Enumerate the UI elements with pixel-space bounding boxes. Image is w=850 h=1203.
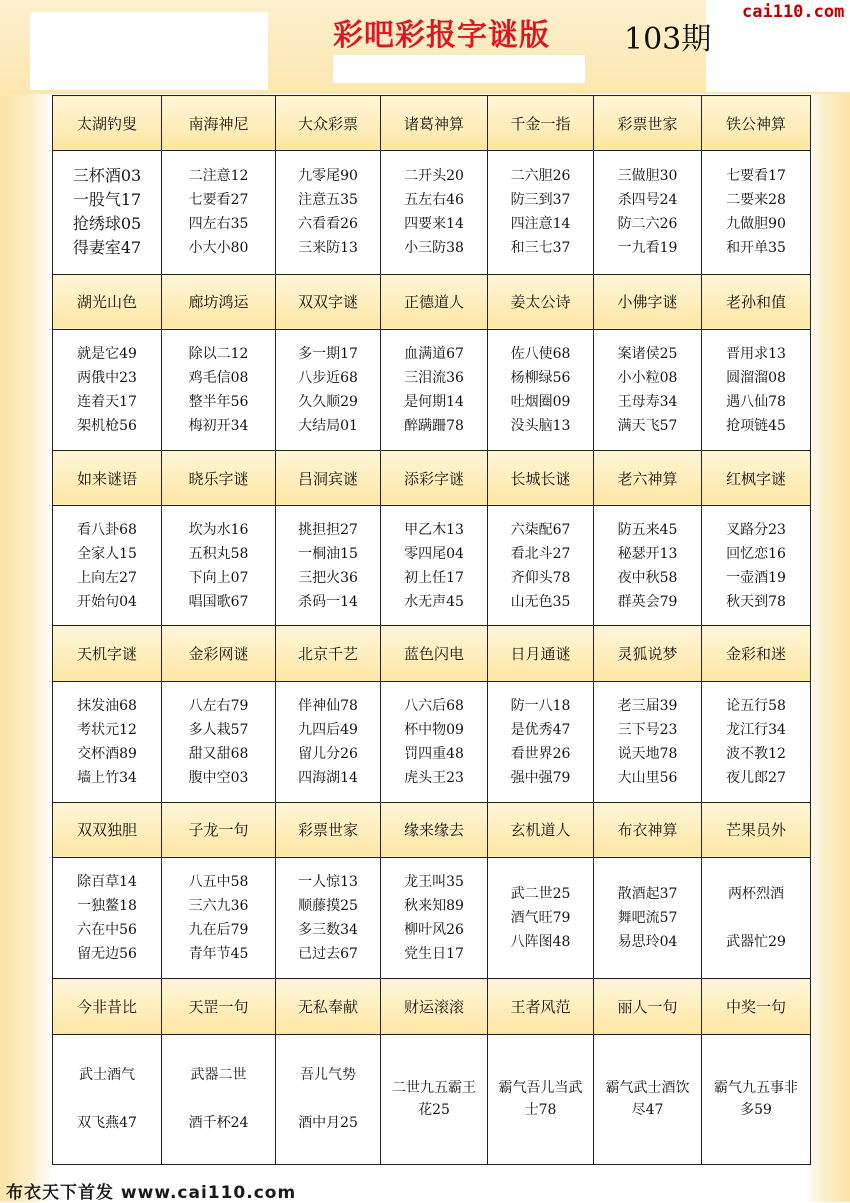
riddle-line: 晋用求13 <box>726 345 786 362</box>
header-row <box>53 274 811 329</box>
riddle-line: 龙江行34 <box>726 721 786 738</box>
riddle-line: 舞吧流57 <box>617 910 678 927</box>
riddle-line: 小小粒08 <box>617 369 678 386</box>
column-author-name: 中奖一句 <box>702 979 811 1034</box>
riddle-cell <box>381 1034 488 1164</box>
riddle-lines <box>381 518 487 614</box>
riddle-cell <box>162 858 276 979</box>
riddle-lines <box>381 1077 487 1121</box>
riddle-lines <box>53 164 161 260</box>
riddle-line: 三来防13 <box>298 240 358 257</box>
column-author-name: 晓乐字谜 <box>162 450 276 505</box>
riddle-cell <box>53 681 162 802</box>
column-author-name: 灵狐说梦 <box>594 626 702 681</box>
riddle-lines <box>276 1063 380 1135</box>
riddle-cell <box>594 151 702 274</box>
riddle-line: 留儿分26 <box>298 745 358 762</box>
riddle-line: 三做胆30 <box>617 168 678 185</box>
riddle-line: 易思玲04 <box>617 934 678 951</box>
riddle-cell <box>594 506 702 626</box>
riddle-line: 案诸侯25 <box>617 345 678 362</box>
riddle-line: 霸气九五事非多59 <box>714 1080 798 1119</box>
riddle-line: 小三防38 <box>404 240 464 257</box>
riddle-cell <box>702 329 811 450</box>
riddle-line: 鸡毛信08 <box>188 369 249 386</box>
riddle-line: 看八卦68 <box>77 521 137 538</box>
riddle-line: 武二世25 <box>510 886 571 903</box>
riddle-line: 秋天到78 <box>726 593 786 610</box>
riddle-line: 八阵图48 <box>510 934 571 951</box>
riddle-line: 武士酒气 <box>79 1067 135 1084</box>
riddle-line: 夜儿郎27 <box>726 769 786 786</box>
column-author-name: 诸葛神算 <box>381 96 488 151</box>
riddle-lines <box>276 518 380 614</box>
riddle-cell <box>53 506 162 626</box>
column-author-name: 布衣神算 <box>594 802 702 857</box>
riddle-line: 水无声45 <box>404 593 464 610</box>
page-edge-right <box>805 0 850 1202</box>
riddle-line: 武器忙29 <box>726 934 786 951</box>
riddle-cell <box>276 151 381 274</box>
riddle-line: 醉蹒跚78 <box>404 417 464 434</box>
riddle-line: 上向左27 <box>77 569 137 586</box>
riddle-line: 波不教12 <box>726 745 786 762</box>
riddle-line: 三下号23 <box>617 721 678 738</box>
riddle-line: 虎头王23 <box>404 769 464 786</box>
column-author-name: 蓝色闪电 <box>381 626 488 681</box>
column-author-name: 如来谜语 <box>53 450 162 505</box>
riddle-line: 两俄中23 <box>77 369 137 386</box>
column-author-name: 老六神算 <box>594 450 702 505</box>
riddle-lines <box>162 518 275 614</box>
riddle-line: 抢项链45 <box>726 417 786 434</box>
riddle-line: 夜中秋58 <box>617 569 678 586</box>
riddle-line: 两杯烈酒 <box>728 886 784 903</box>
riddle-line: 党生日17 <box>404 946 464 963</box>
riddle-lines <box>53 870 161 966</box>
riddle-line: 多人栽57 <box>188 721 249 738</box>
column-author-name: 长城长谜 <box>488 450 594 505</box>
column-author-name: 丽人一句 <box>594 979 702 1034</box>
column-author-name: 王者风范 <box>488 979 594 1034</box>
riddle-line: 酒中月25 <box>298 1115 358 1132</box>
riddle-line: 吾儿气势 <box>300 1067 356 1084</box>
riddle-line: 久久顺29 <box>298 393 358 410</box>
riddle-line: 论五行58 <box>726 697 786 714</box>
riddle-cell <box>594 329 702 450</box>
riddle-line: 四海湖14 <box>298 769 358 786</box>
riddle-lines <box>702 882 810 954</box>
riddle-line: 九在后79 <box>188 922 249 939</box>
riddle-lines <box>594 882 701 954</box>
riddle-cell <box>53 151 162 274</box>
column-author-name: 芒果员外 <box>702 802 811 857</box>
riddle-line: 挑担担27 <box>298 521 358 538</box>
riddle-line: 抹发油68 <box>77 697 137 714</box>
riddle-cell <box>381 681 488 802</box>
riddle-line: 防三到37 <box>510 192 571 209</box>
riddle-line: 大结局01 <box>298 417 358 434</box>
riddle-line: 武器二世 <box>190 1067 247 1084</box>
column-author-name: 今非昔比 <box>53 979 162 1034</box>
column-author-name: 太湖钓叟 <box>53 96 162 151</box>
header-row <box>53 626 811 681</box>
riddle-line: 老三届39 <box>617 697 678 714</box>
riddle-line: 四要来14 <box>404 216 464 233</box>
riddle-line: 山无色35 <box>510 593 571 610</box>
header-row <box>53 96 811 151</box>
riddle-cell <box>162 1034 276 1164</box>
column-author-name: 南海神尼 <box>162 96 276 151</box>
riddle-line: 说天地78 <box>617 745 678 762</box>
riddle-line: 柳叶风26 <box>404 922 464 939</box>
riddle-lines <box>162 870 275 966</box>
riddle-line: 除百草14 <box>77 874 137 891</box>
riddle-cell <box>488 506 594 626</box>
riddle-line: 是何期14 <box>404 393 464 410</box>
riddle-line: 四左右35 <box>188 216 249 233</box>
column-author-name: 大众彩票 <box>276 96 381 151</box>
riddle-cell <box>276 329 381 450</box>
riddle-line: 大山里56 <box>617 769 678 786</box>
riddle-line: 霸气武士酒饮尽47 <box>605 1080 690 1119</box>
riddle-lines <box>162 694 275 790</box>
column-author-name: 天机字谜 <box>53 626 162 681</box>
column-author-name: 吕洞宾谜 <box>276 450 381 505</box>
riddle-line: 八左右79 <box>188 697 249 714</box>
riddle-line: 九零尾90 <box>298 168 358 185</box>
riddle-line: 防五来45 <box>617 521 678 538</box>
content-row <box>53 1034 811 1164</box>
riddle-lines <box>162 342 275 438</box>
footer-credit[interactable]: 布衣天下首发 www.cai110.com <box>6 1183 297 1203</box>
riddle-line: 血满道67 <box>404 345 464 362</box>
riddle-line: 二世九五霸王花25 <box>392 1080 476 1119</box>
riddle-line: 顺藤摸25 <box>298 898 358 915</box>
riddle-cell <box>488 1034 594 1164</box>
riddle-line: 二开头20 <box>404 168 464 185</box>
riddle-lines <box>594 518 701 614</box>
riddle-line: 秋来知89 <box>404 898 464 915</box>
riddle-line: 一桐油15 <box>298 545 358 562</box>
riddle-lines <box>276 694 380 790</box>
riddle-lines <box>594 164 701 260</box>
column-author-name: 红枫字谜 <box>702 450 811 505</box>
riddle-line: 三泪流36 <box>404 369 464 386</box>
riddle-line: 回忆恋16 <box>726 545 786 562</box>
riddle-lines <box>488 1077 593 1121</box>
column-author-name: 天罡一句 <box>162 979 276 1034</box>
riddle-line: 整半年56 <box>188 393 249 410</box>
header-row <box>53 802 811 857</box>
riddle-line: 三杯酒03 <box>72 166 142 186</box>
column-author-name: 小佛字谜 <box>594 274 702 329</box>
riddle-lines <box>53 694 161 790</box>
riddle-line: 罚四重48 <box>404 745 464 762</box>
riddle-line: 梅初开34 <box>188 417 249 434</box>
riddle-line: 双飞燕47 <box>77 1115 137 1132</box>
column-author-name: 缘来缘去 <box>381 802 488 857</box>
riddle-line: 腹中空03 <box>188 769 249 786</box>
content-row <box>53 681 811 802</box>
riddle-line: 交杯酒89 <box>77 745 137 762</box>
riddle-lines <box>488 694 593 790</box>
riddle-lines <box>702 342 810 438</box>
riddle-line: 秘瑟开13 <box>617 545 678 562</box>
page-title: 彩吧彩报字谜版 <box>333 18 550 53</box>
riddle-line: 开始句04 <box>77 593 137 610</box>
riddle-line: 六在中56 <box>77 922 137 939</box>
riddle-line: 没头脑13 <box>510 417 571 434</box>
column-author-name: 姜太公诗 <box>488 274 594 329</box>
riddle-lines <box>381 164 487 260</box>
riddle-line: 得妻室47 <box>72 238 142 258</box>
riddle-lines <box>594 1077 701 1121</box>
riddle-lines <box>381 694 487 790</box>
riddle-lines <box>381 870 487 966</box>
riddle-line: 杨柳绿56 <box>510 369 571 386</box>
riddle-line: 齐仰头78 <box>510 569 571 586</box>
riddle-line: 墙上竹34 <box>77 769 137 786</box>
riddle-line: 满天飞57 <box>617 417 678 434</box>
riddle-line: 散酒起37 <box>617 886 678 903</box>
riddle-line: 伴神仙78 <box>298 697 358 714</box>
riddle-cell <box>276 1034 381 1164</box>
column-author-name: 湖光山色 <box>53 274 162 329</box>
riddle-line: 连着天17 <box>77 393 137 410</box>
riddle-cell <box>276 681 381 802</box>
column-author-name: 双双字谜 <box>276 274 381 329</box>
riddle-lines <box>488 518 593 614</box>
riddle-cell <box>702 506 811 626</box>
riddle-cell <box>162 329 276 450</box>
column-author-name: 彩票世家 <box>276 802 381 857</box>
riddle-cell <box>488 858 594 979</box>
riddle-line: 一独鳌18 <box>77 898 137 915</box>
riddle-line: 一壶酒19 <box>726 569 786 586</box>
riddle-line: 注意五35 <box>298 192 358 209</box>
riddle-line: 六柒配67 <box>510 521 571 538</box>
column-author-name: 千金一指 <box>488 96 594 151</box>
riddle-line: 下向上07 <box>188 569 249 586</box>
content-row <box>53 329 811 450</box>
riddle-line: 杯中物09 <box>404 721 464 738</box>
riddle-line: 龙王叫35 <box>404 874 464 891</box>
riddle-line: 唱国歌67 <box>188 593 249 610</box>
riddle-line: 考状元12 <box>77 721 137 738</box>
column-author-name: 添彩字谜 <box>381 450 488 505</box>
riddle-line: 甲乙木13 <box>404 521 464 538</box>
riddle-cell <box>53 858 162 979</box>
riddle-cell <box>594 1034 702 1164</box>
riddle-line: 就是它49 <box>77 345 137 362</box>
riddle-line: 七要看17 <box>726 168 786 185</box>
riddle-line: 二六胆26 <box>510 168 571 185</box>
page-edge-left <box>0 0 52 1202</box>
riddle-line: 小大小80 <box>188 240 249 257</box>
column-author-name: 日月通谜 <box>488 626 594 681</box>
riddle-line: 坎为水16 <box>188 521 249 538</box>
riddle-cell <box>162 151 276 274</box>
riddle-line: 二要来28 <box>726 192 786 209</box>
riddle-lines <box>162 164 275 260</box>
column-author-name: 北京千艺 <box>276 626 381 681</box>
riddle-line: 零四尾04 <box>404 545 464 562</box>
riddle-lines <box>53 342 161 438</box>
riddle-line: 青年节45 <box>188 946 249 963</box>
column-author-name: 廊坊鸿运 <box>162 274 276 329</box>
blank-patch-center <box>333 55 585 83</box>
riddle-lines <box>594 342 701 438</box>
riddle-line: 强中强79 <box>510 769 571 786</box>
riddle-lines <box>702 164 810 260</box>
site-logo-text[interactable]: cai110.com <box>742 2 845 22</box>
riddle-cell <box>488 329 594 450</box>
riddle-line: 九四后49 <box>298 721 358 738</box>
riddle-line: 多三数34 <box>298 922 358 939</box>
column-author-name: 玄机道人 <box>488 802 594 857</box>
blank-patch-left <box>30 12 268 90</box>
riddle-line: 八步近68 <box>298 369 358 386</box>
riddle-lines <box>702 694 810 790</box>
riddle-line: 叉路分23 <box>726 521 786 538</box>
riddle-line: 五积丸58 <box>188 545 249 562</box>
header-row <box>53 979 811 1034</box>
riddle-cell <box>53 1034 162 1164</box>
riddle-line: 一九看19 <box>617 240 678 257</box>
column-author-name: 老孙和值 <box>702 274 811 329</box>
column-author-name: 金彩网谜 <box>162 626 276 681</box>
riddle-line: 圆溜溜08 <box>726 369 786 386</box>
column-author-name: 金彩和迷 <box>702 626 811 681</box>
riddle-cell <box>488 151 594 274</box>
riddle-cell <box>381 329 488 450</box>
riddle-line: 八六后68 <box>404 697 464 714</box>
riddle-lines <box>702 518 810 614</box>
riddle-cell <box>53 329 162 450</box>
riddle-lines <box>162 1063 275 1135</box>
riddle-line: 多一期17 <box>298 345 358 362</box>
riddle-line: 全家人15 <box>77 545 137 562</box>
riddle-cell <box>381 151 488 274</box>
riddle-line: 防二六26 <box>617 216 678 233</box>
riddle-cell <box>381 858 488 979</box>
riddle-line: 九做胆90 <box>726 216 786 233</box>
content-row <box>53 858 811 979</box>
riddle-line: 甜又甜68 <box>188 745 249 762</box>
riddle-line: 五左右46 <box>404 192 464 209</box>
riddle-cell <box>594 681 702 802</box>
riddle-line: 群英会79 <box>617 593 678 610</box>
riddle-line: 一股气17 <box>72 190 142 210</box>
riddle-cell <box>702 151 811 274</box>
riddle-line: 抢绣球05 <box>72 214 142 234</box>
riddle-line: 六看看26 <box>298 216 358 233</box>
riddle-cell <box>276 858 381 979</box>
column-author-name: 铁公神算 <box>702 96 811 151</box>
riddle-line: 霸气吾儿当武士78 <box>498 1080 583 1119</box>
riddle-line: 二注意12 <box>188 168 249 185</box>
riddle-cell <box>381 506 488 626</box>
riddle-lines <box>594 694 701 790</box>
riddle-line: 三把火36 <box>298 569 358 586</box>
riddle-line: 架机枪56 <box>77 417 137 434</box>
riddle-line: 杀四号24 <box>617 192 678 209</box>
riddle-line: 初上任17 <box>404 569 464 586</box>
riddle-line: 是优秀47 <box>510 721 571 738</box>
column-author-name: 子龙一句 <box>162 802 276 857</box>
riddle-line: 已过去67 <box>298 946 358 963</box>
riddle-lines <box>276 164 380 260</box>
riddle-line: 和三七37 <box>510 240 571 257</box>
riddle-lines <box>488 164 593 260</box>
riddle-line: 除以二12 <box>188 345 249 362</box>
content-row <box>53 506 811 626</box>
riddle-line: 一人惊13 <box>298 874 358 891</box>
riddle-cell <box>702 681 811 802</box>
riddle-lines <box>488 342 593 438</box>
riddle-line: 七要看27 <box>188 192 249 209</box>
riddle-cell <box>162 506 276 626</box>
riddle-lines <box>276 870 380 966</box>
riddle-cell <box>276 506 381 626</box>
riddle-cell <box>162 681 276 802</box>
riddle-line: 和开单35 <box>726 240 786 257</box>
riddle-line: 三六九36 <box>188 898 249 915</box>
riddle-line: 防一八18 <box>510 697 571 714</box>
riddle-line: 遇八仙78 <box>726 393 786 410</box>
riddle-grid <box>52 95 811 1165</box>
column-author-name: 无私奉献 <box>276 979 381 1034</box>
content-row <box>53 151 811 274</box>
riddle-line: 看世界26 <box>510 745 571 762</box>
riddle-cell <box>702 1034 811 1164</box>
column-author-name: 正德道人 <box>381 274 488 329</box>
riddle-lines <box>381 342 487 438</box>
column-author-name: 彩票世家 <box>594 96 702 151</box>
riddle-line: 看北斗27 <box>510 545 571 562</box>
riddle-cell <box>594 858 702 979</box>
riddle-lines <box>53 518 161 614</box>
riddle-lines <box>276 342 380 438</box>
riddle-line: 王母寿34 <box>617 393 678 410</box>
riddle-cell <box>488 681 594 802</box>
riddle-line: 酒气旺79 <box>510 910 571 927</box>
riddle-line: 杀码一14 <box>298 593 358 610</box>
riddle-lines <box>488 882 593 954</box>
riddle-line: 留无边56 <box>77 946 137 963</box>
riddle-cell <box>702 858 811 979</box>
riddle-line: 佐八使68 <box>510 345 571 362</box>
riddle-lines <box>702 1077 810 1121</box>
column-author-name: 财运滚滚 <box>381 979 488 1034</box>
riddle-line: 四注意14 <box>510 216 571 233</box>
issue-number: 103期 <box>624 22 712 57</box>
column-author-name: 双双独胆 <box>53 802 162 857</box>
header-row <box>53 450 811 505</box>
riddle-line: 八五中58 <box>188 874 249 891</box>
riddle-line: 酒千杯24 <box>188 1115 249 1132</box>
riddle-lines <box>53 1063 161 1135</box>
riddle-line: 吐烟圈09 <box>510 393 571 410</box>
